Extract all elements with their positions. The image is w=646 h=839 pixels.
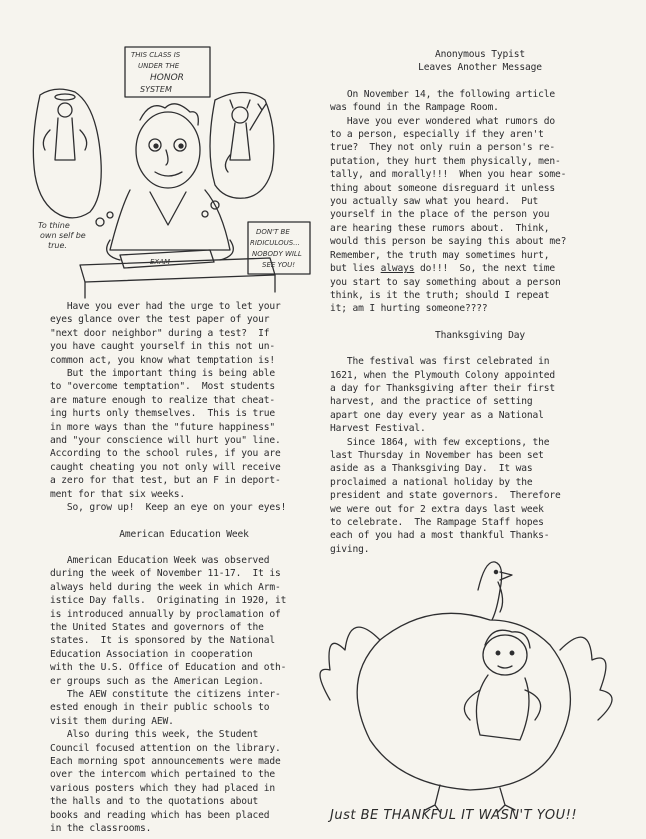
exam-label: EXAM [150, 258, 171, 266]
bubble-left-line-1: To thine [38, 221, 70, 230]
rumor-underlined-word: always [380, 263, 415, 275]
turkey-caption: Just BE THANKFUL IT WASN'T YOU!! [330, 808, 578, 823]
education-paragraph-1: American Education Week was observed during the week of November 11-17. It is always held during the week in which Arm- istice Day falls. Originating in 1920, it is introduced annually by proclamation of the United States and governors of the states. It is sponsored by the National Education Association in cooperation with the U.S. Office of Education and oth- er groups such as the American Legion. [50, 554, 287, 687]
education-title: American Education Week [119, 528, 249, 540]
honor-paragraph-3: So, grow up! Keep an eye on your eyes! [50, 502, 287, 514]
turkey-body [357, 613, 570, 790]
rumor-title-line-2: Leaves Another Message [418, 62, 542, 74]
bubble-left-line-2: own self be [40, 231, 86, 240]
honor-paragraph-1: Have you ever had the urge to let your eyes glance over the test paper of your "next door neighbor" during a test? If you have caught yourself in this not un- common act, you know what temptation is! [50, 301, 281, 366]
sign-line-3: HONOR [150, 73, 184, 83]
bubble-right-line-2: RIDICULOUS... [250, 239, 300, 247]
bubble-right-line-1: DON'T BE [256, 228, 290, 236]
education-paragraph-3: Also during this week, the Student Council focused attention on the library. Each morning spot announcements were made over the intercom which pertained to the various posters which they had placed in the halls and to the quotations about books and reading which has been placed in the classrooms. [50, 729, 281, 835]
turkey-feathers [320, 627, 612, 720]
honor-paragraph-2: But the important thing is being able to "overcome temptation". Most students are mature enough to realize that cheat- ing hurts only themselves. This is true in more ways than the "future happiness" and "your conscience will hurt you" line. According to the school rules, if you are caught cheating you not only will receive a zero for that test, but an F in deport- ment for that six weeks. [50, 368, 281, 500]
rumor-title-line-1: Anonymous Typist [434, 49, 525, 60]
bubble-left-line-3: true. [48, 241, 67, 250]
thanksgiving-title: Thanksgiving Day [434, 329, 525, 341]
bubble-right-line-4: SEE YOU! [262, 261, 296, 269]
education-paragraph-2: The AEW constitute the citizens inter- ested enough in their public schools to visit them during AEW. [50, 688, 281, 727]
rumor-paragraph-2-end: do!!! So, the next time you start to say something about a person think, is it the truth; should I repeat it; am I hurting someone???? [330, 263, 561, 315]
rumor-paragraph-2-text: Have you ever wondered what rumors do to a person, especially if they aren't true? They not only ruin a person's re- putation, they hurt them physically, men- tally, and morally!!! When you hear some- thing about someone disreguard it unless you actually saw what you heard. Put yourself in the place of the person you are hearing these rumors about. Think, would this person be saying this about me? Remember, the truth may sometimes hurt, but lies [330, 115, 567, 275]
turkey-head [478, 562, 502, 620]
sign-line-4: SYSTEM [140, 85, 172, 94]
boy-head [483, 635, 527, 675]
thanksgiving-paragraph-1: The festival was first celebrated in 1621, when the Plymouth Colony appointed a day for Thanksgiving after their first harvest, and the practice of setting apart one day every year as a National Harvest Festival. [330, 356, 556, 435]
boy-body [476, 675, 529, 740]
rumor-paragraph-1: On November 14, the following article was found in the Rampage Room. [330, 88, 556, 114]
sign-line-2: UNDER THE [138, 62, 180, 70]
sign-line-1: THIS CLASS IS [131, 51, 181, 59]
thanksgiving-paragraph-2: Since 1864, with few exceptions, the last Thursday in November has been set aside as a Thanksgiving Day. It was proclaimed a national holiday by the president and state governors. Therefore we were out for 2 extra days last week to celebrate. The Rampage Staff hopes each of you had a most thankful Thanks- giving. [330, 436, 561, 555]
bubble-right-line-3: NOBODY WILL [252, 250, 302, 258]
